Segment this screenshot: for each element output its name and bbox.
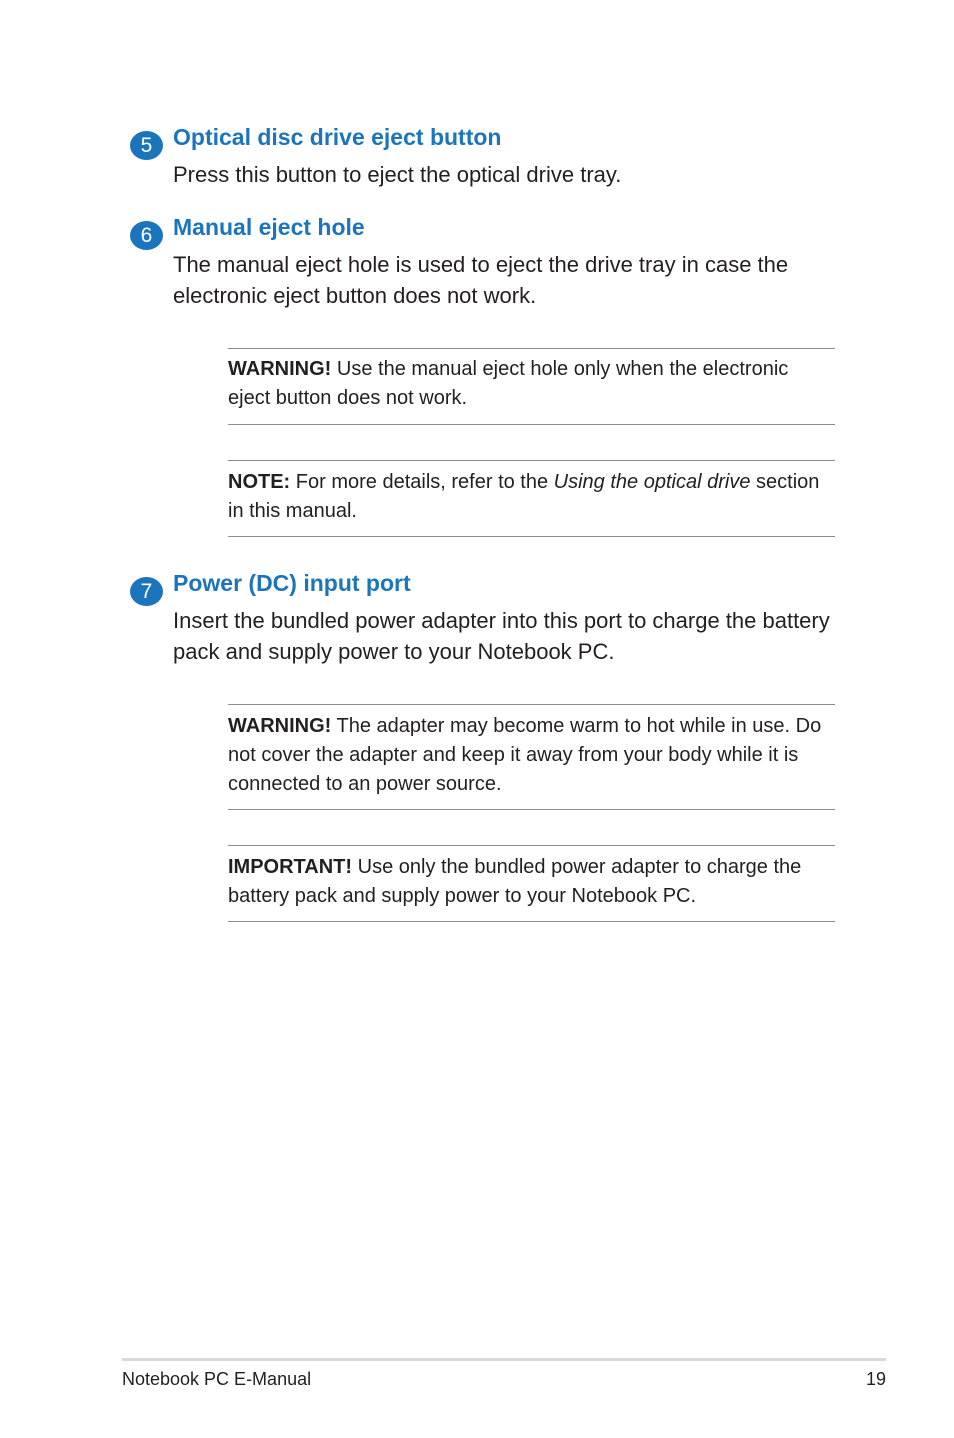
note-box-optical: [228, 460, 835, 537]
important-body: Use only the bundled power adapter to charge the battery pack and supply power to your Notebook PC.: [228, 856, 802, 907]
item-number-badge: 7: [130, 577, 163, 606]
note-label: NOTE:: [228, 471, 291, 493]
item-title: Power (DC) input port: [173, 570, 411, 596]
warning-label: WARNING!: [228, 358, 332, 380]
footer-divider: [122, 1358, 886, 1361]
warning-body: The adapter may become warm to hot while in use. Do not cover the adapter and keep it away from your body while it is connected to an power source.: [228, 715, 822, 795]
item-description: Insert the bundled power adapter into this port to charge the battery pack and supply power to your Notebook PC.: [173, 608, 830, 664]
item-title: Optical disc drive eject button: [173, 124, 502, 150]
note-reference-link-text: Using the optical drive: [553, 471, 751, 493]
warning-box-eject: [228, 348, 835, 425]
warning-text: [228, 712, 835, 799]
note-body-after: section in this manual.: [228, 471, 820, 522]
item-title: Manual eject hole: [173, 214, 365, 240]
item-number-badge: 6: [130, 221, 163, 250]
footer-page-number: 19: [865, 1369, 886, 1389]
note-text: [228, 468, 835, 526]
item-description: The manual eject hole is used to eject the drive tray in case the electronic eject button does not work.: [173, 252, 789, 308]
warning-label: WARNING!: [228, 715, 332, 737]
item-description: Press this button to eject the optical drive tray.: [173, 162, 622, 187]
note-body-before: For more details, refer to the: [295, 471, 549, 493]
warning-box-adapter: [228, 704, 835, 810]
warning-text: [228, 355, 835, 413]
important-text: [228, 853, 835, 911]
important-label: IMPORTANT!: [228, 856, 353, 878]
important-box-adapter: [228, 845, 835, 922]
item-number-badge: 5: [130, 131, 163, 160]
warning-body: Use the manual eject hole only when the electronic eject button does not work.: [228, 358, 789, 409]
footer-manual-title: Notebook PC E-Manual: [122, 1369, 312, 1389]
